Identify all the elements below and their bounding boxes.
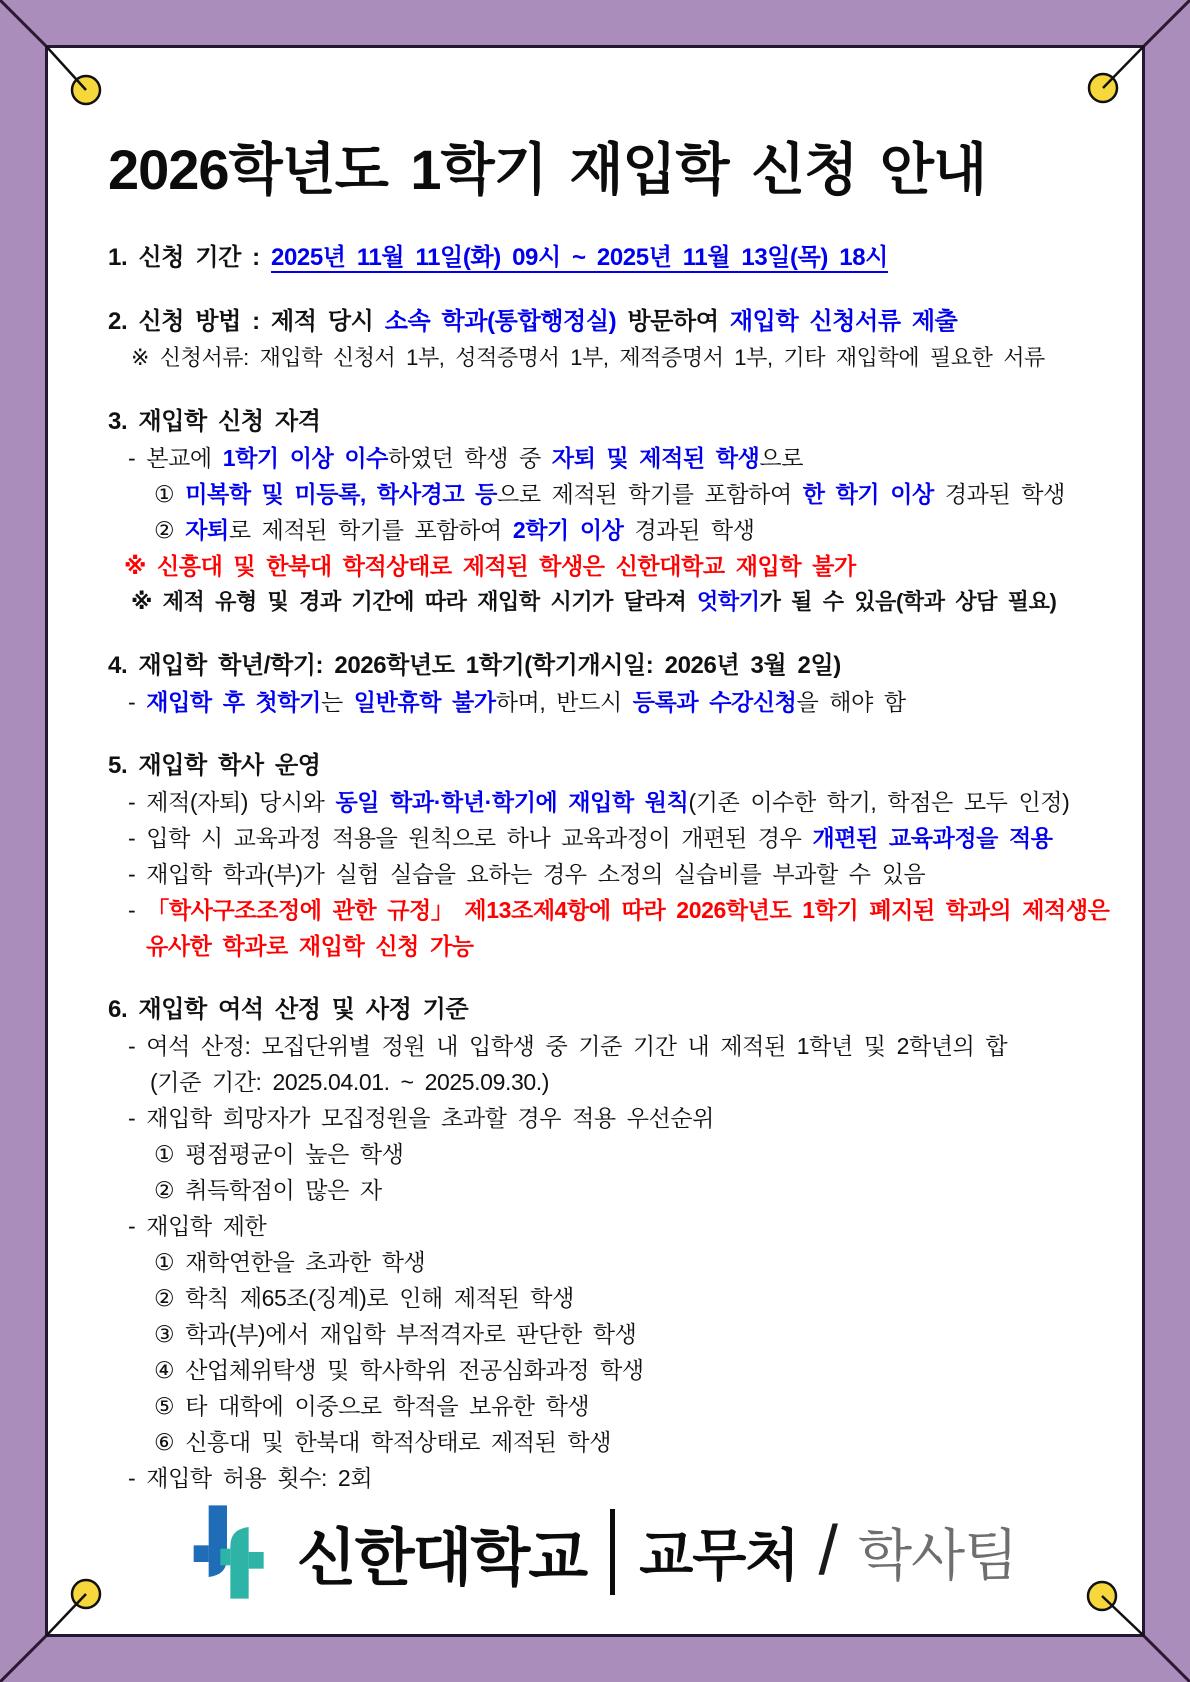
text-run: 재입학 후 첫학기 (146, 689, 321, 715)
text-line (154, 1172, 1086, 1208)
text-line (108, 240, 1086, 276)
text-run: 을 해야 함 (796, 689, 906, 715)
text-run: ② 취득학점이 많은 자 (154, 1177, 382, 1203)
section-gap (108, 964, 1086, 992)
text-run: ⑤ 타 대학에 이중으로 학적을 보유한 학생 (154, 1393, 590, 1419)
department-name: 교무처 (639, 1524, 799, 1587)
logo-blue-crossbar (193, 1545, 208, 1562)
text-line (108, 404, 1086, 440)
logo-blue-leaf (208, 1505, 226, 1577)
text-run: 가 될 수 있음(학과 상담 필요) (759, 589, 1057, 614)
text-run: - 제적(자퇴) 당시와 (128, 789, 336, 815)
text-run: 3. 재입학 신청 자격 (108, 408, 321, 435)
text-run: 미복학 및 미등록, 학사경고 등 (185, 481, 497, 507)
crease-top-left (0, 0, 46, 46)
text-run: ※ 신흥대 및 한북대 학적상태로 제적된 학생은 신한대학교 재입학 불가 (124, 553, 856, 579)
logo-teal-leaf (230, 1527, 248, 1599)
footer-slash: / (818, 1511, 838, 1589)
text-run: - 재입학 학과(부)가 실험 실습을 요하는 경우 소정의 실습비를 부과할 수 있음 (128, 861, 926, 887)
footer-divider (610, 1509, 615, 1595)
text-line (128, 820, 1086, 856)
footer-logo-row (108, 1496, 1086, 1608)
logo-teal-crossbar (248, 1552, 263, 1569)
text-run: 소속 학과(통합행정실) (384, 308, 617, 335)
text-line (124, 548, 1086, 584)
text-run: 로 제적된 학기를 포함하여 (228, 517, 513, 543)
text-run: 하며, 반드시 (495, 689, 633, 715)
text-run: 는 (320, 689, 354, 715)
text-line (131, 584, 1086, 620)
text-line (154, 512, 1086, 548)
text-run: - (128, 689, 147, 715)
text-run: 자퇴 (185, 517, 229, 543)
text-run: ② 학칙 제65조(징계)로 인해 제적된 학생 (154, 1285, 574, 1311)
section-gap (108, 620, 1086, 648)
text-run: ③ 학과(부)에서 재입학 부적격자로 판단한 학생 (154, 1321, 637, 1347)
text-run: 하였던 학생 중 (387, 445, 552, 471)
text-line (128, 1460, 1086, 1496)
text-line (128, 440, 1086, 476)
text-run: - 입학 시 교육과정 적용을 원칙으로 하나 교육과정이 개편된 경우 (128, 825, 813, 851)
text-run: 등록과 수강신청 (632, 689, 797, 715)
notice-paper (45, 45, 1145, 1637)
text-run: 6. 재입학 여석 산정 및 사정 기준 (108, 996, 469, 1023)
notice-body (108, 240, 1110, 1496)
text-run: 으로 제적된 학기를 포함하여 (497, 481, 803, 507)
text-run: 경과된 학생 (623, 517, 755, 543)
text-line (128, 684, 1086, 720)
text-line (154, 1424, 1086, 1460)
crease-bottom-left (0, 1636, 46, 1682)
text-run: 방문하여 (616, 308, 730, 335)
text-run: 2. 신청 방법 : 제적 당시 (108, 308, 385, 335)
text-run: 2025년 11월 11일(화) 09시 ~ 2025년 11월 13일(목) 18시 (271, 244, 888, 271)
section-gap (108, 376, 1086, 404)
text-run: ④ 산업체위탁생 및 학사학위 전공심화과정 학생 (154, 1357, 644, 1383)
text-run: 4. 재입학 학년/학기: 2026학년도 1학기(학기개시일: 2026년 3월 2일) (108, 652, 841, 679)
text-line (154, 1244, 1086, 1280)
logo-teal-midbar (220, 1549, 230, 1566)
university-name: 신한대학교 (296, 1523, 587, 1593)
text-run: ※ 신청서류: 재입학 신청서 1부, 성적증명서 1부, 제적증명서 1부, 기타 재입학에 필요한 서류 (131, 345, 1045, 370)
text-run: 1학기 이상 이수 (222, 445, 388, 471)
text-run: 5. 재입학 학사 운영 (108, 752, 321, 779)
text-line (128, 1028, 1086, 1064)
text-run: 한 학기 이상 (802, 481, 934, 507)
text-run: 개편된 교육과정을 적용 (812, 825, 1053, 851)
text-line (128, 856, 1086, 892)
text-line (131, 340, 1086, 376)
text-run: ① 평점평균이 높은 학생 (154, 1141, 404, 1167)
section-gap (108, 276, 1086, 304)
text-run: 엇학기 (697, 589, 760, 614)
text-line (128, 784, 1086, 820)
text-line (154, 1280, 1086, 1316)
text-run: - 재입학 허용 횟수: 2회 (128, 1465, 373, 1491)
team-name: 학사팀 (857, 1524, 1018, 1587)
text-run: 재입학 신청서류 제출 (729, 308, 958, 335)
crease-top-right (1144, 0, 1190, 46)
text-run: - 재입학 희망자가 모집정원을 초과할 경우 적용 우선순위 (128, 1105, 715, 1131)
text-run: (기존 이수한 학기, 학점은 모두 인정) (688, 789, 1070, 815)
text-run: ① 재학연한을 초과한 학생 (154, 1249, 426, 1275)
text-run: 2학기 이상 (512, 517, 624, 543)
text-run: - 재입학 제한 (128, 1213, 267, 1239)
text-line (154, 1316, 1086, 1352)
text-run: 동일 학과·학년·학기에 재입학 원칙 (335, 789, 689, 815)
text-run: ※ 제적 유형 및 경과 기간에 따라 재입학 시기가 달라져 (131, 589, 698, 614)
text-line (154, 1388, 1086, 1424)
text-line (108, 748, 1086, 784)
text-run: ② (154, 517, 186, 543)
text-line (128, 1100, 1086, 1136)
text-line (128, 892, 1110, 928)
text-line (108, 648, 1086, 684)
text-line (128, 1208, 1086, 1244)
text-run: ⑥ 신흥대 및 한북대 학적상태로 제적된 학생 (154, 1429, 612, 1455)
text-run: 으로 (759, 445, 804, 471)
text-line (154, 1352, 1086, 1388)
text-run: 유사한 학과로 재입학 신청 가능 (146, 933, 474, 959)
text-line (146, 928, 1086, 964)
text-run: ① (154, 481, 186, 507)
text-run: (기준 기간: 2025.04.01. ~ 2025.09.30.) (150, 1069, 549, 1095)
page-title: 2026학년도 1학기 재입학 신청 안내 (108, 138, 987, 201)
text-line (108, 304, 1086, 340)
shinhan-logo-icon (177, 1496, 277, 1608)
text-run: 자퇴 및 제적된 학생 (551, 445, 760, 471)
crease-bottom-right (1144, 1636, 1190, 1682)
text-run: - (128, 897, 147, 923)
text-run: 「학사구조조정에 관한 규정」 제13조제4항에 따라 2026학년도 1학기 폐지된 학과의 제적생은 (146, 897, 1110, 923)
text-run: - 여석 산정: 모집단위별 정원 내 입학생 중 기준 기간 내 제적된 1학년 및 2학년의 합 (128, 1033, 1008, 1059)
text-run: 일반휴학 불가 (353, 689, 496, 715)
text-line (150, 1064, 1086, 1100)
text-run: 1. 신청 기간 : (108, 244, 272, 271)
text-line (108, 992, 1086, 1028)
section-gap (108, 720, 1086, 748)
text-line (154, 476, 1086, 512)
text-line (154, 1136, 1086, 1172)
text-run: - 본교에 (128, 445, 223, 471)
text-run: 경과된 학생 (933, 481, 1065, 507)
